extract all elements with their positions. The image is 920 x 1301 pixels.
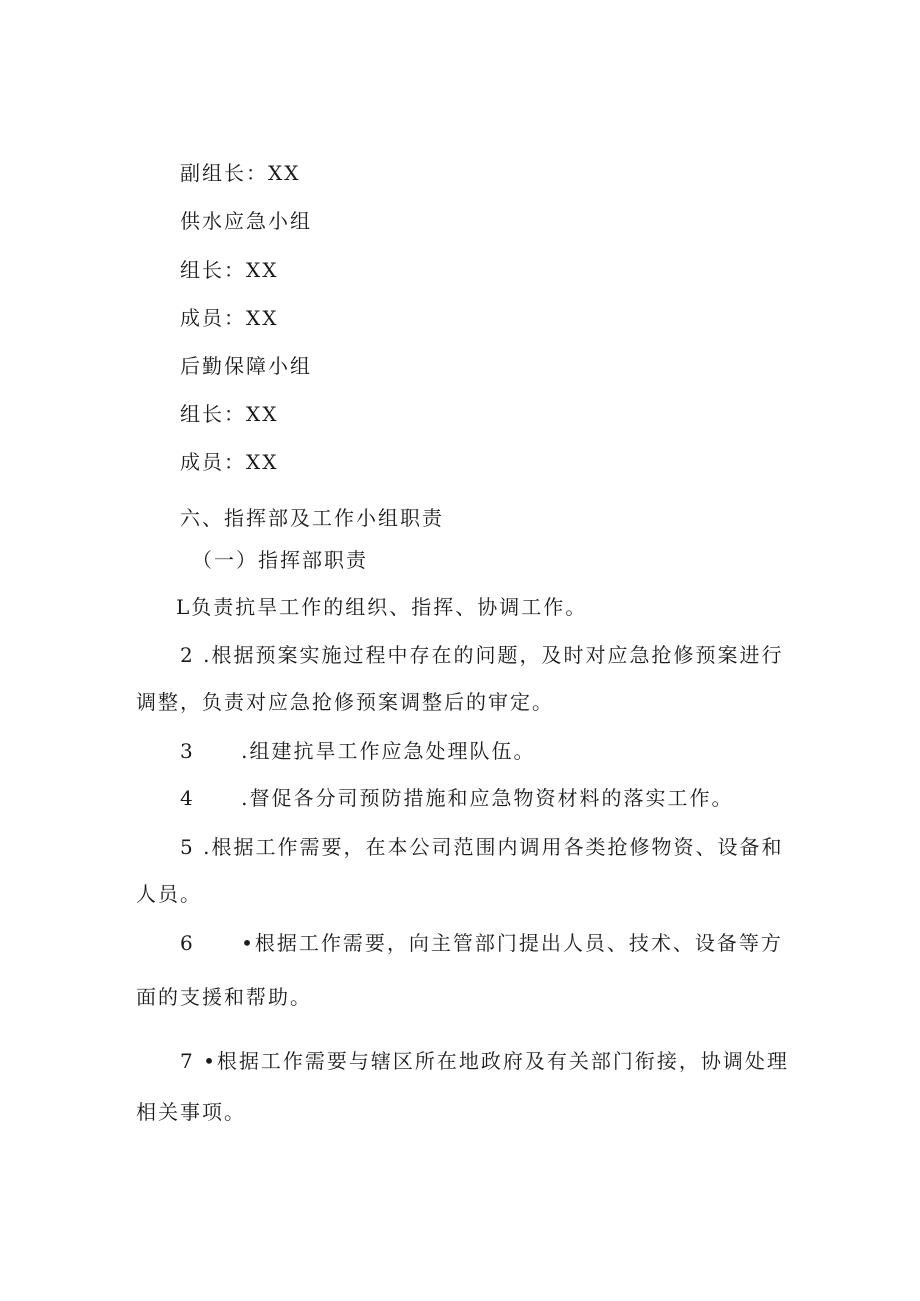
duty-item-6-number: 6 bbox=[180, 931, 195, 955]
logistics-group-members-line: 成员：XX bbox=[180, 450, 279, 474]
duty-item-6-continuation: 面的支援和帮助。 bbox=[136, 985, 312, 1009]
duty-item-7-number: 7 bbox=[180, 1049, 195, 1073]
subsection-one-heading: （一）指挥部职责 bbox=[192, 548, 368, 572]
duty-item-2-text: .根据预案实施过程中存在的问题，及时对应急抢修预案进行 bbox=[203, 643, 784, 667]
duty-item-6 bbox=[180, 930, 783, 956]
duty-item-2-number: 2 bbox=[180, 643, 195, 667]
duty-item-3-text: .组建抗旱工作应急处理队伍。 bbox=[241, 739, 536, 763]
duty-item-4-text: .督促各分司预防措施和应急物资材料的落实工作。 bbox=[241, 786, 734, 810]
section-six-heading: 六、指挥部及工作小组职责 bbox=[180, 506, 444, 530]
duty-item-3 bbox=[180, 738, 535, 764]
duty-item-7-continuation: 相关事项。 bbox=[136, 1100, 246, 1124]
duty-item-1: L负责抗旱工作的组织、指挥、协调工作。 bbox=[176, 595, 588, 619]
duty-item-2 bbox=[180, 642, 783, 668]
logistics-group-leader-line: 组长：XX bbox=[180, 402, 279, 426]
duty-item-4-number: 4 bbox=[180, 786, 195, 810]
duty-item-7-text: •根据工作需要与辖区所在地政府及有关部门衔接，协调处理 bbox=[203, 1049, 789, 1073]
duty-item-3-number: 3 bbox=[180, 739, 195, 763]
water-supply-group-heading: 供水应急小组 bbox=[180, 209, 312, 233]
duty-item-5-continuation: 人员。 bbox=[136, 882, 202, 906]
deputy-leader-line: 副组长：XX bbox=[180, 161, 301, 185]
duty-item-4 bbox=[180, 785, 733, 811]
duty-item-7 bbox=[180, 1048, 789, 1074]
duty-item-2-continuation: 调整，负责对应急抢修预案调整后的审定。 bbox=[136, 690, 554, 714]
logistics-group-heading: 后勤保障小组 bbox=[180, 354, 312, 378]
duty-item-5 bbox=[180, 834, 783, 860]
duty-item-5-number: 5 bbox=[180, 835, 195, 859]
water-group-leader-line: 组长：XX bbox=[180, 258, 279, 282]
water-group-members-line: 成员：XX bbox=[180, 306, 279, 330]
duty-item-6-text: •根据工作需要，向主管部门提出人员、技术、设备等方 bbox=[241, 931, 783, 955]
duty-item-5-text: .根据工作需要，在本公司范围内调用各类抢修物资、设备和 bbox=[203, 835, 784, 859]
